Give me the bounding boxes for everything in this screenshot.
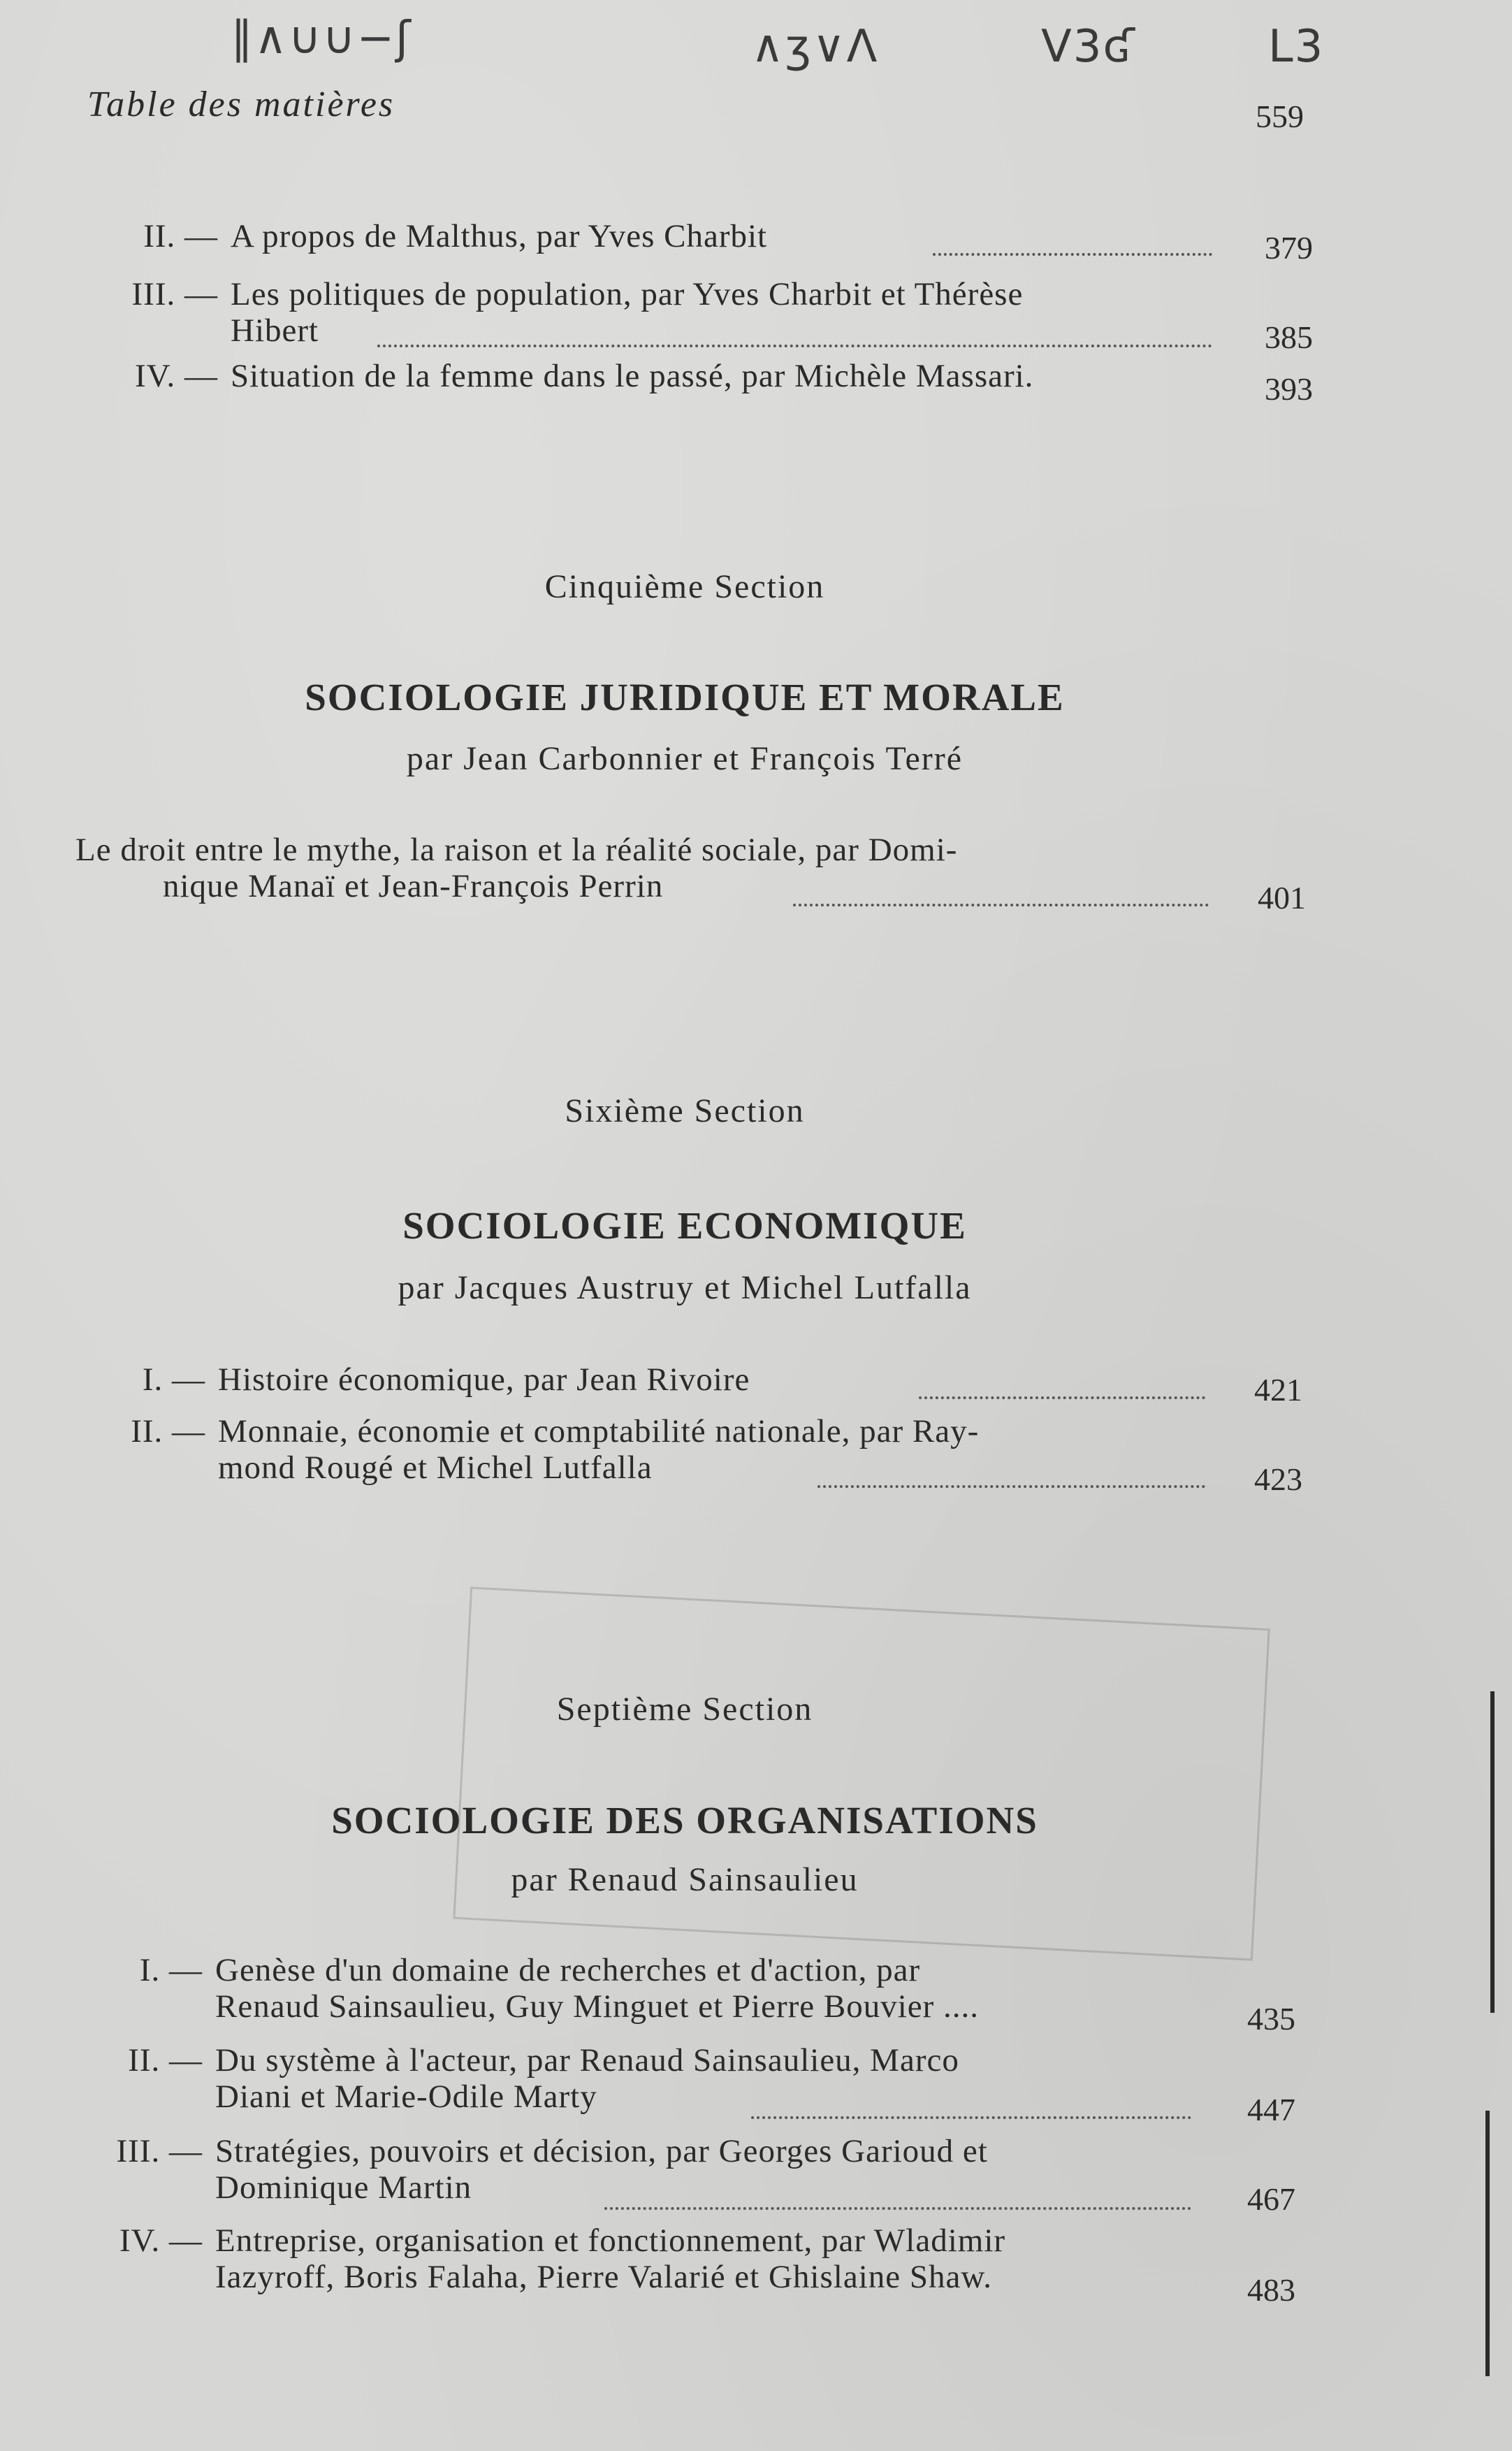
margin-scan-line <box>1485 2111 1490 2376</box>
entry-title: Histoire économique, par Jean Rivoire <box>218 1361 750 1398</box>
section-title: SOCIOLOGIE JURIDIQUE ET MORALE <box>305 676 1065 718</box>
entry-title-line-1: Stratégies, pouvoirs et décision, par Georges Garioud et <box>215 2133 988 2169</box>
entry-page: 423 <box>1254 1461 1302 1497</box>
entry-number: I. — <box>139 1952 203 1988</box>
handwritten-note-1: ∥∧∪∪−ʃ <box>231 13 412 64</box>
entry-page: 421 <box>1254 1372 1302 1408</box>
entry-title-line-1: Genèse d'un domaine de recherches et d'action, par <box>215 1952 921 1988</box>
toc-entry <box>75 832 1214 904</box>
page-number: 559 <box>1256 99 1304 134</box>
toc-entry <box>142 1361 1210 1398</box>
toc-entry <box>116 2133 1200 2206</box>
entry-title-line-2: Renaud Sainsaulieu, Guy Minguet et Pierre Bouvier .... <box>215 1988 980 2025</box>
toc-entry <box>134 358 1237 394</box>
entry-page: 467 <box>1247 2181 1295 2217</box>
entry-number: II. — <box>143 218 218 254</box>
entry-page: 447 <box>1247 2092 1295 2127</box>
handwritten-note-2: ∧ʒ∨Ʌ <box>751 21 879 73</box>
margin-scan-line <box>1490 1691 1495 2013</box>
entry-number: IV. — <box>119 2222 203 2259</box>
dot-leader <box>933 253 1212 256</box>
entry-page: 379 <box>1265 230 1313 266</box>
entry-title-line-2: Dominique Martin <box>215 2169 472 2206</box>
section-author: par Jacques Austruy et Michel Lutfalla <box>398 1269 972 1306</box>
toc-entry <box>131 276 1223 349</box>
entry-page: 385 <box>1265 319 1313 355</box>
dot-leader <box>604 2207 1191 2210</box>
entry-title-line-2: Hibert <box>231 312 319 349</box>
section-label: Septième Section <box>556 1691 813 1728</box>
entry-page: 483 <box>1247 2272 1295 2308</box>
entry-title-line-1: Le droit entre le mythe, la raison et la réalité sociale, par Domi- <box>75 832 958 868</box>
entry-number: I. — <box>142 1361 205 1398</box>
toc-entry <box>128 2042 1200 2115</box>
entry-page: 393 <box>1265 371 1313 407</box>
dot-leader <box>817 1485 1205 1488</box>
entry-title-line-2: nique Manaï et Jean-François Perrin <box>163 868 664 904</box>
entry-number: III. — <box>131 276 218 312</box>
entry-title-line-2: mond Rougé et Michel Lutfalla <box>218 1449 653 1486</box>
entry-page: 401 <box>1258 880 1306 916</box>
section-title: SOCIOLOGIE ECONOMIQUE <box>402 1204 967 1247</box>
entry-number: IV. — <box>134 358 218 394</box>
entry-page: 435 <box>1247 2001 1295 2037</box>
entry-title: A propos de Malthus, par Yves Charbit <box>231 218 768 254</box>
entry-number: II. — <box>128 2042 203 2078</box>
entry-title-line-2: Iazyroff, Boris Falaha, Pierre Valarié et Ghislaine Shaw. <box>215 2259 992 2295</box>
entry-title: Situation de la femme dans le passé, par Michèle Massari. <box>231 358 1034 394</box>
section-author: par Renaud Sainsaulieu <box>511 1861 859 1898</box>
dot-leader <box>919 1396 1205 1399</box>
dot-leader <box>377 345 1212 347</box>
toc-entry <box>119 2222 1221 2295</box>
dot-leader <box>793 904 1209 906</box>
entry-title-line-2: Diani et Marie-Odile Marty <box>215 2078 597 2115</box>
handwritten-note-3: V3ʛ <box>1041 21 1136 73</box>
toc-entry <box>143 218 1216 254</box>
section-label: Sixième Section <box>565 1092 805 1129</box>
section-author: par Jean Carbonnier et François Terré <box>406 740 964 777</box>
toc-entry <box>131 1413 1210 1486</box>
entry-number: II. — <box>131 1413 205 1449</box>
running-title: Table des matières <box>87 85 395 124</box>
entry-title-line-1: Les politiques de population, par Yves Charbit et Thérèse <box>231 276 1024 312</box>
entry-title-line-1: Monnaie, économie et comptabilité nationale, par Ray- <box>218 1413 980 1449</box>
entry-number: III. — <box>116 2133 203 2169</box>
faint-stamp <box>453 1586 1270 1960</box>
entry-title-line-1: Entreprise, organisation et fonctionnement, par Wladimir <box>215 2222 1006 2259</box>
handwritten-note-4: L3 <box>1268 21 1325 73</box>
entry-title-line-1: Du système à l'acteur, par Renaud Sainsaulieu, Marco <box>215 2042 959 2078</box>
dot-leader <box>751 2116 1191 2119</box>
section-title: SOCIOLOGIE DES ORGANISATIONS <box>331 1799 1038 1842</box>
section-label: Cinquième Section <box>544 568 825 605</box>
toc-entry <box>139 1952 1200 2025</box>
